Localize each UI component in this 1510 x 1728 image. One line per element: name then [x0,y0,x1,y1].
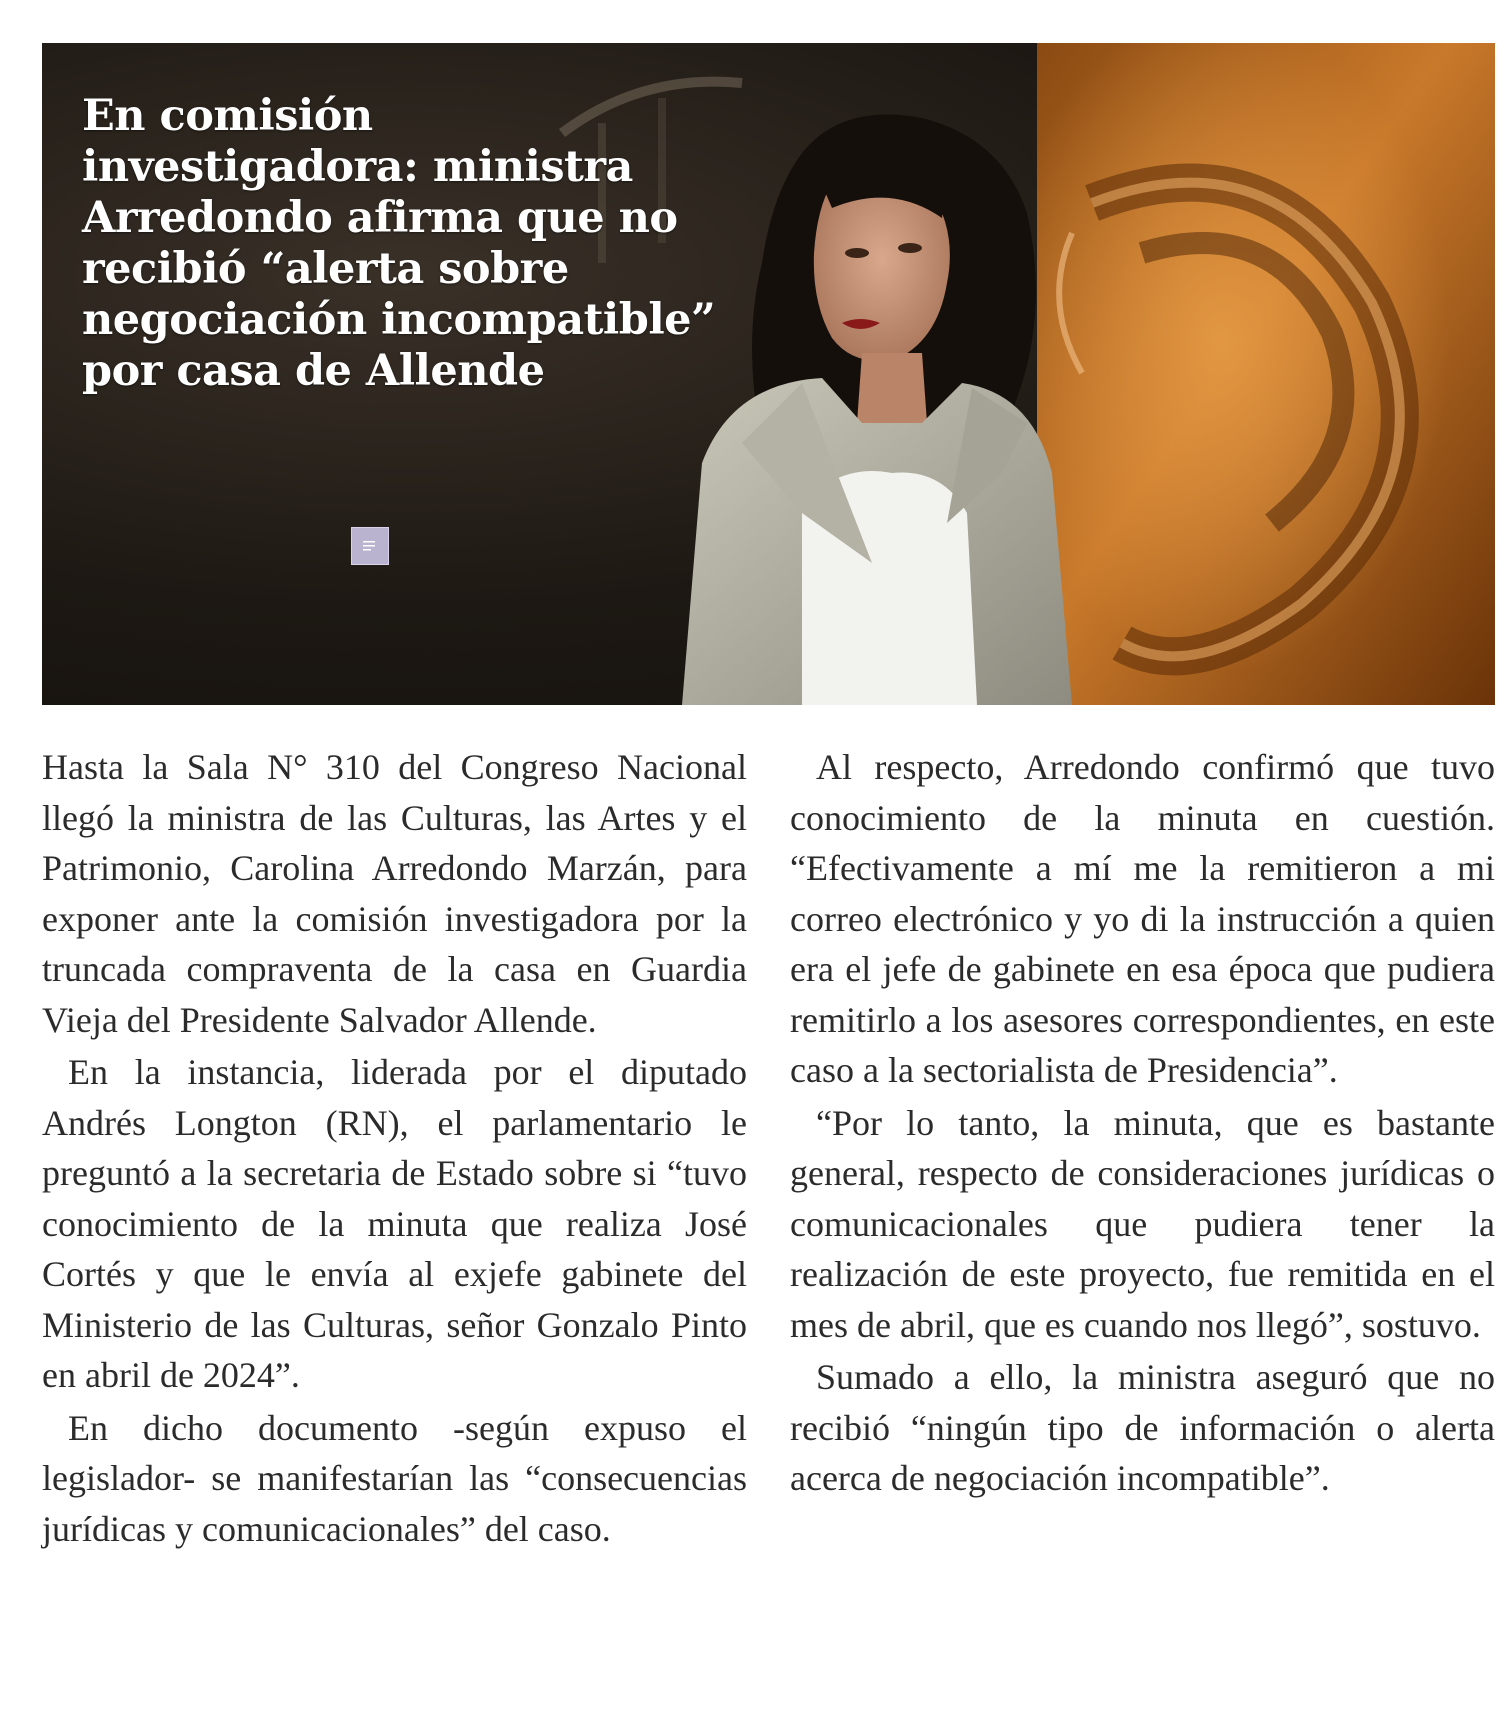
article-column-right [790,742,1495,1556]
paragraph: Sumado a ello, la ministra aseguró que no recibió “ningún tipo de información o alerta acerca de negociación incompatible”. [790,1357,1495,1498]
paragraph: “Por lo tanto, la minuta, que es bastante general, respecto de consideraciones jurídicas o comunicacionales que pudiera tener la realización de este proyecto, fue remitida en el mes de abril, que es cuando nos llegó”, sostuvo. [790,1102,1495,1345]
hero-photo [42,43,1495,705]
paragraph: En dicho documento -según expuso el legislador- se manifestarían las “consecuencias jurídicas y comunicacionales” del caso. [42,1407,747,1549]
paragraph: En la instancia, liderada por el diputado Andrés Longton (RN), el parlamentario le preguntó a la secretaria de Estado sobre si “tuvo conocimiento de la minuta que realiza José Cortés y que le envía al exjefe gabinete del Ministerio de las Culturas, señor Gonzalo Pinto en abril de 2024”. [42,1052,747,1395]
paragraph: Hasta la Sala N° 310 del Congreso Nacional llegó la ministra de las Culturas, las Artes y el Patrimonio, Carolina Arredondo Marzán, para exponer ante la comisión investigadora por la truncada compraventa de la casa en Guardia Vieja del Presidente Salvador Allende. [42,747,747,1040]
headline: En comisión investigadora: ministra Arredondo afirma que no recibió “alerta sobre negociación incompatible” por casa de Allende [82,91,716,396]
paragraph: Al respecto, Arredondo confirmó que tuvo conocimiento de la minuta en cuestión. “Efectivamente a mí me la remitieron a mi correo electrónico y yo di la instrucción a quien era el jefe de gabinete en esa época que pudiera remitirlo a los asesores correspondientes, en este caso a la sectorialista de Presidencia”. [790,747,1495,1090]
document-icon[interactable] [351,527,389,565]
article-column-left [42,742,747,1556]
article-body [42,742,1495,1556]
document-lines-icon [362,540,378,552]
